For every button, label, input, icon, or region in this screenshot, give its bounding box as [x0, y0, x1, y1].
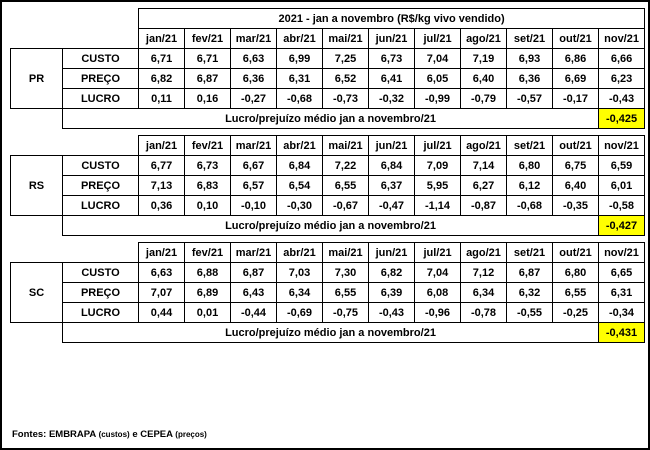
summary-row-pr	[11, 109, 645, 129]
cell-sc-lucro-5: -0,43	[369, 303, 415, 323]
month-header-mai: mai/21	[323, 243, 369, 263]
table-row	[11, 263, 645, 283]
cell-sc-lucro-7: -0,78	[461, 303, 507, 323]
cell-pr-custo-10: 6,66	[599, 49, 645, 69]
month-header-ago: ago/21	[461, 136, 507, 156]
cell-pr-lucro-0: 0,11	[139, 89, 185, 109]
cell-rs-preco-0: 7,13	[139, 176, 185, 196]
month-header-out: out/21	[553, 29, 599, 49]
cell-pr-preco-1: 6,87	[185, 69, 231, 89]
table-row	[11, 283, 645, 303]
summary-spacer-region	[11, 216, 63, 236]
row-label-preco: PREÇO	[63, 69, 139, 89]
summary-row-rs	[11, 216, 645, 236]
cell-rs-custo-1: 6,73	[185, 156, 231, 176]
month-header-nov: nov/21	[599, 29, 645, 49]
summary-label-sc: Lucro/prejuízo médio jan a novembro/21	[63, 323, 599, 343]
cell-rs-custo-5: 6,84	[369, 156, 415, 176]
cell-sc-custo-0: 6,63	[139, 263, 185, 283]
region-label-pr: PR	[11, 49, 63, 109]
header-spacer-region	[11, 243, 63, 263]
month-header-abr: abr/21	[277, 136, 323, 156]
table-row	[11, 156, 645, 176]
footer-precos: (preços)	[175, 430, 207, 439]
cell-pr-preco-7: 6,40	[461, 69, 507, 89]
cell-sc-preco-4: 6,55	[323, 283, 369, 303]
cell-rs-preco-4: 6,55	[323, 176, 369, 196]
cell-rs-lucro-8: -0,68	[507, 196, 553, 216]
summary-value-pr: -0,425	[599, 109, 645, 129]
cell-rs-lucro-0: 0,36	[139, 196, 185, 216]
cell-sc-preco-3: 6,34	[277, 283, 323, 303]
month-header-set: set/21	[507, 136, 553, 156]
month-header-ago: ago/21	[461, 29, 507, 49]
cell-sc-custo-1: 6,88	[185, 263, 231, 283]
table-row	[11, 303, 645, 323]
month-header-mar: mar/21	[231, 243, 277, 263]
cell-pr-custo-0: 6,71	[139, 49, 185, 69]
cell-pr-lucro-3: -0,68	[277, 89, 323, 109]
cell-rs-lucro-1: 0,10	[185, 196, 231, 216]
month-header-jun: jun/21	[369, 29, 415, 49]
month-header-mar: mar/21	[231, 136, 277, 156]
cell-rs-custo-3: 6,84	[277, 156, 323, 176]
cell-sc-preco-10: 6,31	[599, 283, 645, 303]
cell-sc-lucro-8: -0,55	[507, 303, 553, 323]
cell-sc-lucro-1: 0,01	[185, 303, 231, 323]
cell-rs-lucro-3: -0,30	[277, 196, 323, 216]
month-header-abr: abr/21	[277, 243, 323, 263]
row-label-lucro: LUCRO	[63, 196, 139, 216]
cell-pr-preco-8: 6,36	[507, 69, 553, 89]
cell-sc-custo-2: 6,87	[231, 263, 277, 283]
cell-pr-lucro-10: -0,43	[599, 89, 645, 109]
title-row	[11, 9, 645, 29]
cell-rs-preco-6: 5,95	[415, 176, 461, 196]
month-header-jun: jun/21	[369, 136, 415, 156]
row-label-custo: CUSTO	[63, 156, 139, 176]
cell-sc-preco-6: 6,08	[415, 283, 461, 303]
cell-rs-preco-2: 6,57	[231, 176, 277, 196]
cell-pr-lucro-5: -0,32	[369, 89, 415, 109]
month-header-out: out/21	[553, 243, 599, 263]
cell-pr-custo-3: 6,99	[277, 49, 323, 69]
data-block-pr	[10, 8, 645, 129]
month-header-fev: fev/21	[185, 243, 231, 263]
summary-spacer-region	[11, 109, 63, 129]
cell-sc-lucro-9: -0,25	[553, 303, 599, 323]
cell-pr-custo-4: 7,25	[323, 49, 369, 69]
cell-rs-custo-10: 6,59	[599, 156, 645, 176]
header-spacer-region	[11, 29, 63, 49]
cell-pr-preco-5: 6,41	[369, 69, 415, 89]
region-label-sc: SC	[11, 263, 63, 323]
cell-sc-custo-3: 7,03	[277, 263, 323, 283]
cell-sc-preco-2: 6,43	[231, 283, 277, 303]
month-header-mar: mar/21	[231, 29, 277, 49]
cell-sc-custo-4: 7,30	[323, 263, 369, 283]
cell-rs-preco-5: 6,37	[369, 176, 415, 196]
cell-rs-preco-1: 6,83	[185, 176, 231, 196]
cell-sc-lucro-6: -0,96	[415, 303, 461, 323]
cell-rs-preco-8: 6,12	[507, 176, 553, 196]
cell-sc-preco-0: 7,07	[139, 283, 185, 303]
title-spacer-region	[11, 9, 63, 29]
cell-pr-custo-6: 7,04	[415, 49, 461, 69]
cell-sc-preco-1: 6,89	[185, 283, 231, 303]
cell-rs-preco-7: 6,27	[461, 176, 507, 196]
row-label-preco: PREÇO	[63, 283, 139, 303]
cell-pr-preco-4: 6,52	[323, 69, 369, 89]
month-header-jul: jul/21	[415, 29, 461, 49]
cell-sc-preco-5: 6,39	[369, 283, 415, 303]
header-spacer-label	[63, 136, 139, 156]
summary-value-rs: -0,427	[599, 216, 645, 236]
data-block-rs	[10, 135, 645, 236]
cell-pr-lucro-1: 0,16	[185, 89, 231, 109]
cell-rs-preco-3: 6,54	[277, 176, 323, 196]
row-label-custo: CUSTO	[63, 49, 139, 69]
month-header-row	[11, 136, 645, 156]
month-header-nov: nov/21	[599, 136, 645, 156]
month-header-jan: jan/21	[139, 29, 185, 49]
cell-sc-custo-10: 6,65	[599, 263, 645, 283]
cell-rs-lucro-6: -1,14	[415, 196, 461, 216]
row-label-lucro: LUCRO	[63, 89, 139, 109]
data-block-sc	[10, 242, 645, 343]
cell-rs-custo-2: 6,67	[231, 156, 277, 176]
cell-sc-custo-9: 6,80	[553, 263, 599, 283]
cell-pr-lucro-9: -0,17	[553, 89, 599, 109]
month-header-abr: abr/21	[277, 29, 323, 49]
cell-pr-lucro-6: -0,99	[415, 89, 461, 109]
cell-pr-lucro-2: -0,27	[231, 89, 277, 109]
cell-rs-lucro-4: -0,67	[323, 196, 369, 216]
summary-label-pr: Lucro/prejuízo médio jan a novembro/21	[63, 109, 599, 129]
cell-pr-preco-6: 6,05	[415, 69, 461, 89]
header-spacer-region	[11, 136, 63, 156]
footer-custos: (custos)	[98, 430, 130, 439]
cell-sc-lucro-4: -0,75	[323, 303, 369, 323]
table-row	[11, 89, 645, 109]
cell-rs-lucro-5: -0,47	[369, 196, 415, 216]
cell-rs-preco-9: 6,40	[553, 176, 599, 196]
row-label-preco: PREÇO	[63, 176, 139, 196]
header-spacer-label	[63, 29, 139, 49]
cell-sc-lucro-2: -0,44	[231, 303, 277, 323]
month-header-jul: jul/21	[415, 243, 461, 263]
cell-pr-custo-9: 6,86	[553, 49, 599, 69]
cell-sc-custo-7: 7,12	[461, 263, 507, 283]
cell-rs-preco-10: 6,01	[599, 176, 645, 196]
cell-pr-preco-10: 6,23	[599, 69, 645, 89]
row-label-custo: CUSTO	[63, 263, 139, 283]
cell-pr-lucro-8: -0,57	[507, 89, 553, 109]
cell-rs-custo-6: 7,09	[415, 156, 461, 176]
table-row	[11, 69, 645, 89]
title-spacer-label	[63, 9, 139, 29]
table-row	[11, 176, 645, 196]
month-header-set: set/21	[507, 243, 553, 263]
cell-pr-lucro-7: -0,79	[461, 89, 507, 109]
cell-pr-preco-9: 6,69	[553, 69, 599, 89]
month-header-jun: jun/21	[369, 243, 415, 263]
month-header-ago: ago/21	[461, 243, 507, 263]
cell-sc-custo-5: 6,82	[369, 263, 415, 283]
footer-sources	[12, 429, 207, 440]
cell-rs-lucro-2: -0,10	[231, 196, 277, 216]
cell-sc-preco-8: 6,32	[507, 283, 553, 303]
cell-rs-custo-7: 7,14	[461, 156, 507, 176]
summary-value-sc: -0,431	[599, 323, 645, 343]
cell-sc-lucro-3: -0,69	[277, 303, 323, 323]
cell-sc-lucro-10: -0,34	[599, 303, 645, 323]
cell-pr-preco-3: 6,31	[277, 69, 323, 89]
footer-middle: e CEPEA	[132, 429, 173, 440]
footer-prefix: Fontes: EMBRAPA	[12, 429, 96, 440]
cell-pr-custo-2: 6,63	[231, 49, 277, 69]
month-header-fev: fev/21	[185, 29, 231, 49]
summary-label-rs: Lucro/prejuízo médio jan a novembro/21	[63, 216, 599, 236]
summary-row-sc	[11, 323, 645, 343]
cell-rs-custo-0: 6,77	[139, 156, 185, 176]
cell-pr-custo-5: 6,73	[369, 49, 415, 69]
cell-pr-custo-1: 6,71	[185, 49, 231, 69]
month-header-nov: nov/21	[599, 243, 645, 263]
month-header-set: set/21	[507, 29, 553, 49]
month-header-jan: jan/21	[139, 136, 185, 156]
page-title: 2021 - jan a novembro (R$/kg vivo vendido)	[139, 9, 645, 29]
month-header-mai: mai/21	[323, 29, 369, 49]
cell-sc-lucro-0: 0,44	[139, 303, 185, 323]
cell-rs-lucro-9: -0,35	[553, 196, 599, 216]
cell-rs-custo-9: 6,75	[553, 156, 599, 176]
cell-pr-custo-8: 6,93	[507, 49, 553, 69]
cell-pr-lucro-4: -0,73	[323, 89, 369, 109]
month-header-jan: jan/21	[139, 243, 185, 263]
header-spacer-label	[63, 243, 139, 263]
table-row	[11, 49, 645, 69]
table-row	[11, 196, 645, 216]
month-header-row	[11, 243, 645, 263]
cell-sc-custo-6: 7,04	[415, 263, 461, 283]
region-label-rs: RS	[11, 156, 63, 216]
cell-rs-lucro-7: -0,87	[461, 196, 507, 216]
month-header-jul: jul/21	[415, 136, 461, 156]
month-header-fev: fev/21	[185, 136, 231, 156]
cell-sc-preco-9: 6,55	[553, 283, 599, 303]
cell-pr-custo-7: 7,19	[461, 49, 507, 69]
cell-rs-custo-4: 7,22	[323, 156, 369, 176]
cell-pr-preco-0: 6,82	[139, 69, 185, 89]
cell-pr-preco-2: 6,36	[231, 69, 277, 89]
month-header-out: out/21	[553, 136, 599, 156]
cell-sc-custo-8: 6,87	[507, 263, 553, 283]
cell-rs-custo-8: 6,80	[507, 156, 553, 176]
row-label-lucro: LUCRO	[63, 303, 139, 323]
cell-rs-lucro-10: -0,58	[599, 196, 645, 216]
cell-sc-preco-7: 6,34	[461, 283, 507, 303]
month-header-row	[11, 29, 645, 49]
summary-spacer-region	[11, 323, 63, 343]
month-header-mai: mai/21	[323, 136, 369, 156]
